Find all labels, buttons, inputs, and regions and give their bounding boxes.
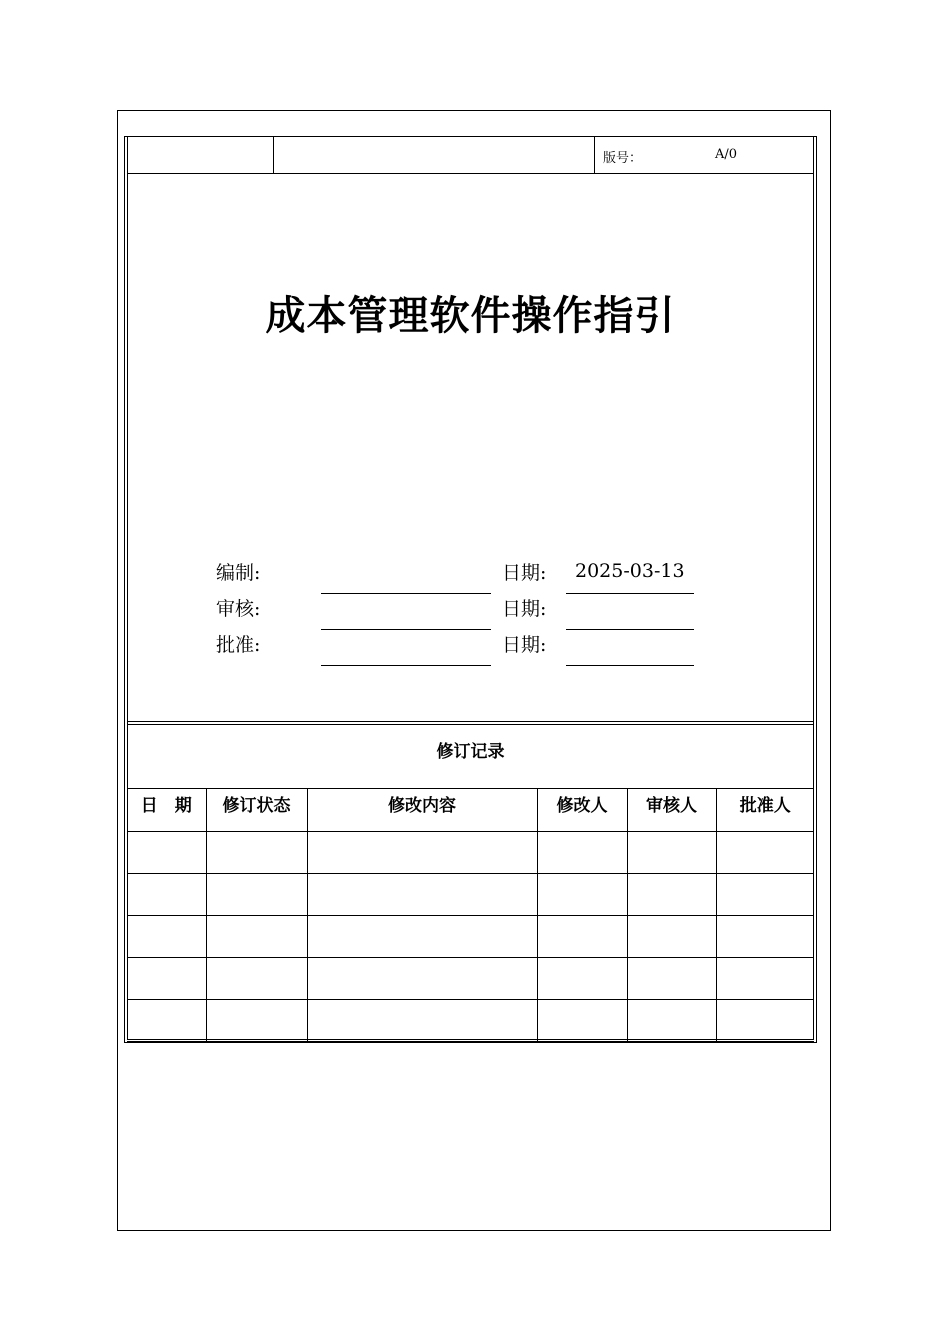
table-cell xyxy=(206,915,307,957)
table-cell xyxy=(716,873,814,915)
col-change-content: 修改内容 xyxy=(307,789,537,831)
table-row xyxy=(127,831,814,873)
document-header-row xyxy=(127,136,814,174)
table-cell xyxy=(716,957,814,999)
prepared-label: 编制: xyxy=(216,562,261,584)
prepared-date-line xyxy=(566,593,694,594)
reviewed-date-label: 日期: xyxy=(502,598,547,620)
table-cell xyxy=(127,999,206,1041)
table-cell xyxy=(307,915,537,957)
reviewed-label: 审核: xyxy=(216,598,261,620)
table-cell xyxy=(127,915,206,957)
table-row xyxy=(127,957,814,999)
table-cell xyxy=(537,915,627,957)
version-value: A/0 xyxy=(715,147,738,162)
table-cell xyxy=(127,831,206,873)
table-cell xyxy=(537,957,627,999)
table-cell xyxy=(307,873,537,915)
table-cell xyxy=(537,999,627,1041)
table-row xyxy=(127,915,814,957)
approved-label: 批准: xyxy=(216,634,261,656)
table-cell xyxy=(206,957,307,999)
prepared-date-value: 2025-03-13 xyxy=(575,560,685,582)
reviewed-date-line xyxy=(566,629,694,630)
table-row xyxy=(127,999,814,1041)
col-approved-by: 批准人 xyxy=(716,789,814,831)
approved-date-line xyxy=(566,665,694,666)
approved-signature-line xyxy=(321,665,491,666)
header-cell-logo xyxy=(127,136,274,173)
revision-record-title: 修订记录 xyxy=(127,725,814,789)
col-modified-by: 修改人 xyxy=(537,789,627,831)
col-reviewed-by: 审核人 xyxy=(627,789,716,831)
table-cell xyxy=(716,999,814,1041)
table-cell xyxy=(127,873,206,915)
revision-header-row xyxy=(127,789,814,831)
document-title: 成本管理软件操作指引 xyxy=(265,293,676,339)
version-label: 版号： xyxy=(603,151,643,166)
table-cell xyxy=(537,831,627,873)
table-cell xyxy=(127,957,206,999)
table-cell xyxy=(307,957,537,999)
table-cell xyxy=(627,873,716,915)
col-revision-status: 修订状态 xyxy=(206,789,307,831)
table-cell xyxy=(206,999,307,1041)
header-cell-version xyxy=(595,136,814,173)
table-row xyxy=(127,873,814,915)
table-cell xyxy=(716,831,814,873)
col-date: 日 期 xyxy=(127,789,206,831)
table-cell xyxy=(537,873,627,915)
table-cell xyxy=(627,915,716,957)
reviewed-signature-line xyxy=(321,629,491,630)
table-cell xyxy=(307,999,537,1041)
prepared-signature-line xyxy=(321,593,491,594)
table-cell xyxy=(627,831,716,873)
prepared-date-label: 日期: xyxy=(502,562,547,584)
revision-table xyxy=(127,789,814,1042)
table-cell xyxy=(627,957,716,999)
approved-date-label: 日期: xyxy=(502,634,547,656)
table-cell xyxy=(206,873,307,915)
table-cell xyxy=(627,999,716,1041)
table-cell xyxy=(206,831,307,873)
table-cell xyxy=(716,915,814,957)
table-cell xyxy=(307,831,537,873)
header-cell-company xyxy=(274,136,595,173)
